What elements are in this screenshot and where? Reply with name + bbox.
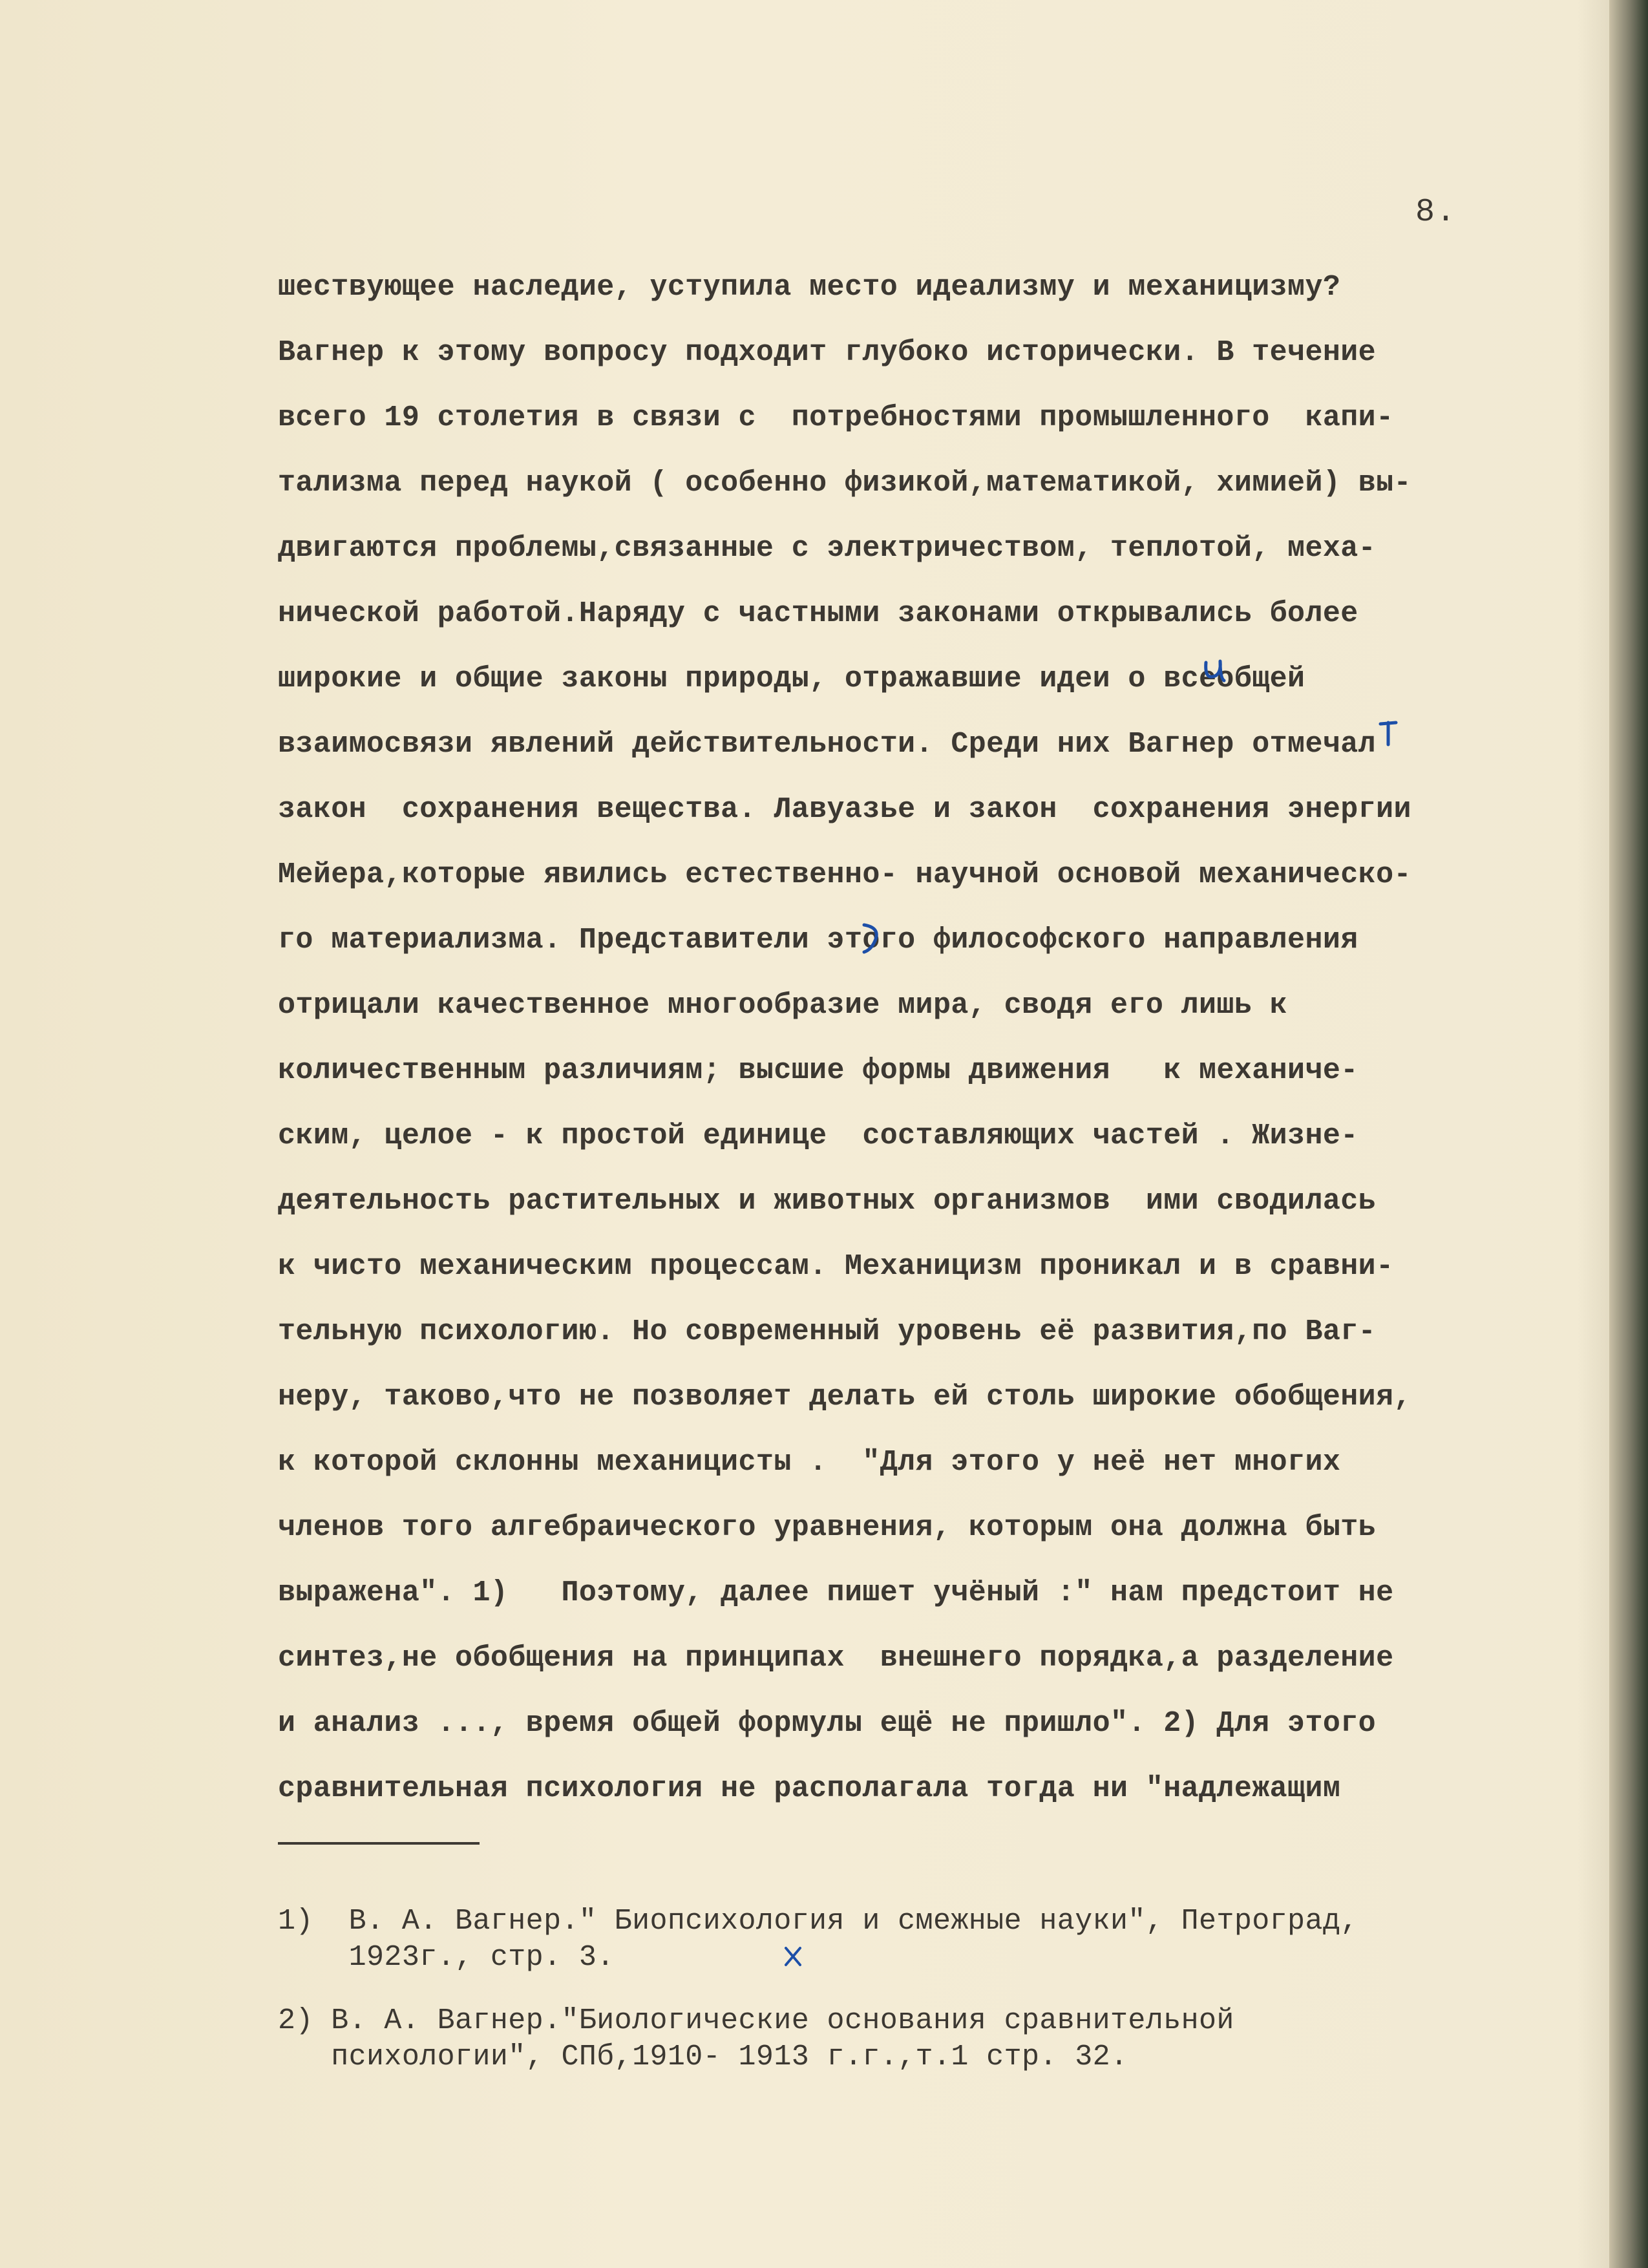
footnote-line: психологии", СПб,1910- 1913 г.г.,т.1 стр. 32. (278, 2040, 1128, 2073)
footnote-line: 2) В. А. Вагнер."Биологические основания сравнительной (278, 2004, 1234, 2037)
page-edge-background (1609, 0, 1648, 2268)
text-line: неру, таково,что не позволяет делать ей столь широкие обобщения, (278, 1381, 1411, 1414)
pen-correction-mark (783, 1945, 803, 1967)
text-line: нической работой.Наряду с частными законами открывались более (278, 597, 1358, 630)
text-line: Мейера,которые явились естественно- научной основой механическо- (278, 858, 1411, 891)
footnote-2 (278, 2003, 1570, 2075)
text-line: тализма перед наукой ( особенно физикой,математикой, химией) вы- (278, 467, 1411, 500)
footnote-line: 1) В. А. Вагнер." Биопсихология и смежные науки", Петроград, (278, 1905, 1358, 1938)
text-line: закон сохранения вещества. Лавуазье и закон сохранения энергии (278, 793, 1411, 826)
text-line: членов того алгебраического уравнения, которым она должна быть (278, 1511, 1377, 1544)
text-line: тельную психологию. Но современный уровень её развития,по Ваг- (278, 1315, 1377, 1348)
page-number: 8. (1415, 194, 1457, 231)
text-line: шествующее наследие, уступила место идеализму и механицизму? (278, 271, 1341, 304)
page-fold-shadow (1577, 0, 1609, 2268)
pen-correction-mark (860, 921, 882, 956)
text-line: количественным различиям; высшие формы движения к механиче- (278, 1054, 1358, 1087)
pen-correction-mark (1375, 717, 1401, 750)
footnotes (278, 1903, 1570, 2075)
text-line: взаимосвязи явлений действительности. Среди них Вагнер отмечал (278, 728, 1377, 761)
text-line: выражена". 1) Поэтому, далее пишет учёный :" нам предстоит не (278, 1576, 1394, 1609)
text-line: широкие и общие законы природы, отражавшие идеи о всеобщей (278, 662, 1305, 695)
text-line: Вагнер к этому вопросу подходит глубоко исторически. В течение (278, 336, 1377, 369)
text-line: сравнительная психология не располагала тогда ни "надлежащим (278, 1772, 1341, 1805)
pen-correction-mark (1202, 656, 1228, 688)
text-line: всего 19 столетия в связи с потребностями промышленного капи- (278, 401, 1394, 434)
text-line: синтез,не обобщения на принципах внешнего порядка,а разделение (278, 1642, 1394, 1675)
text-line: отрицали качественное многообразие мира, сводя его лишь к (278, 989, 1288, 1022)
body-text (278, 255, 1558, 1821)
text-line: к чисто механическим процессам. Механицизм проникал и в сравни- (278, 1250, 1394, 1283)
footnote-1 (278, 1903, 1570, 1976)
footnote-line: 1923г., стр. 3. (278, 1941, 615, 1974)
text-line: ским, целое - к простой единице составляющих частей . Жизне- (278, 1119, 1358, 1152)
text-line: го материализма. Представители этого философского направления (278, 924, 1358, 957)
text-line: и анализ ..., время общей формулы ещё не пришло". 2) Для этого (278, 1707, 1377, 1740)
text-line: двигаются проблемы,связанные с электричеством, теплотой, меха- (278, 532, 1377, 565)
text-line: к которой склонны механицисты . "Для этого у неё нет многих (278, 1446, 1341, 1479)
text-line: деятельность растительных и животных организмов ими сводилась (278, 1185, 1377, 1218)
footnote-separator (278, 1842, 480, 1845)
